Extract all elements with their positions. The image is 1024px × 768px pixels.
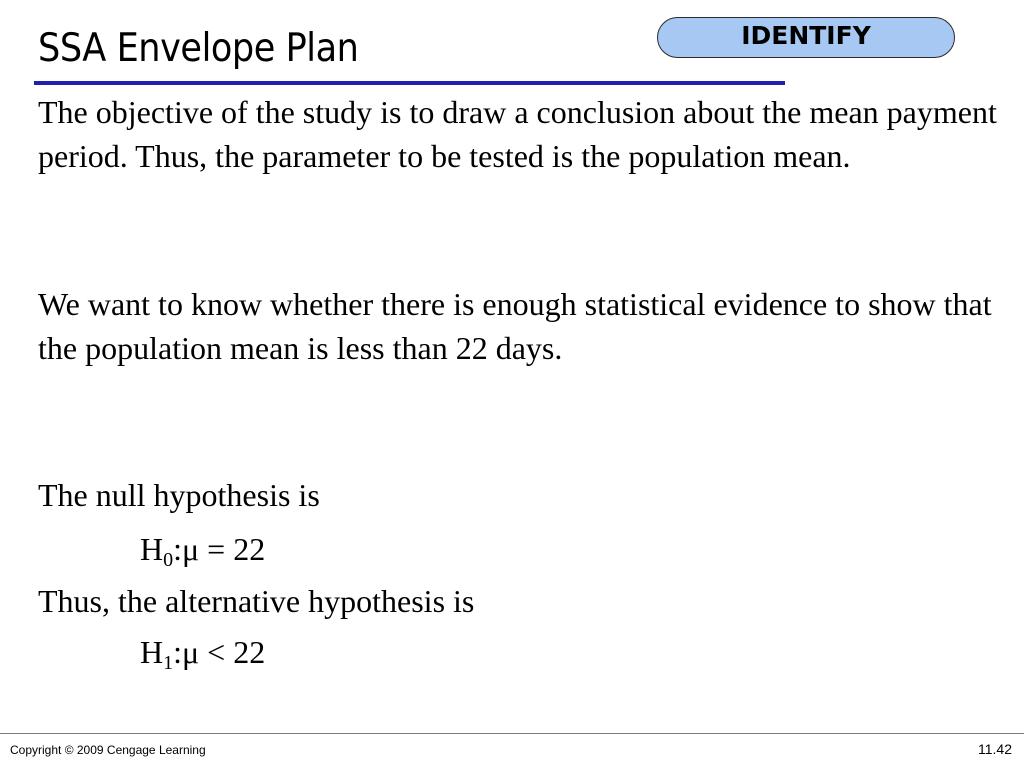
- alternative-hypothesis-relation: :μ < 22: [173, 634, 266, 670]
- alternative-hypothesis-symbol: H: [140, 634, 164, 670]
- alternative-hypothesis-subscript: 1: [163, 652, 174, 674]
- slide-title: SSA Envelope Plan: [38, 26, 359, 71]
- slide-number: 11.42: [978, 741, 1012, 757]
- objective-paragraph: The objective of the study is to draw a conclusion about the mean payment period. Thus, the parameter to be tested is the population mean.: [38, 94, 997, 174]
- footer-divider: [0, 733, 1024, 734]
- null-hypothesis-subscript: 0: [163, 549, 174, 571]
- null-hypothesis-intro: The null hypothesis is: [38, 477, 320, 513]
- null-hypothesis-symbol: H: [140, 531, 164, 567]
- evidence-paragraph: We want to know whether there is enough statistical evidence to show that the population mean is less than 22 days.: [38, 286, 992, 366]
- alternative-hypothesis-intro: Thus, the alternative hypothesis is: [38, 583, 475, 619]
- null-hypothesis-relation: :μ = 22: [173, 531, 266, 567]
- null-hypothesis: [140, 527, 265, 571]
- title-underline: [34, 81, 785, 85]
- identify-badge: IDENTIFY: [657, 17, 955, 58]
- alternative-hypothesis: [140, 630, 265, 674]
- copyright-notice: Copyright © 2009 Cengage Learning: [10, 743, 206, 757]
